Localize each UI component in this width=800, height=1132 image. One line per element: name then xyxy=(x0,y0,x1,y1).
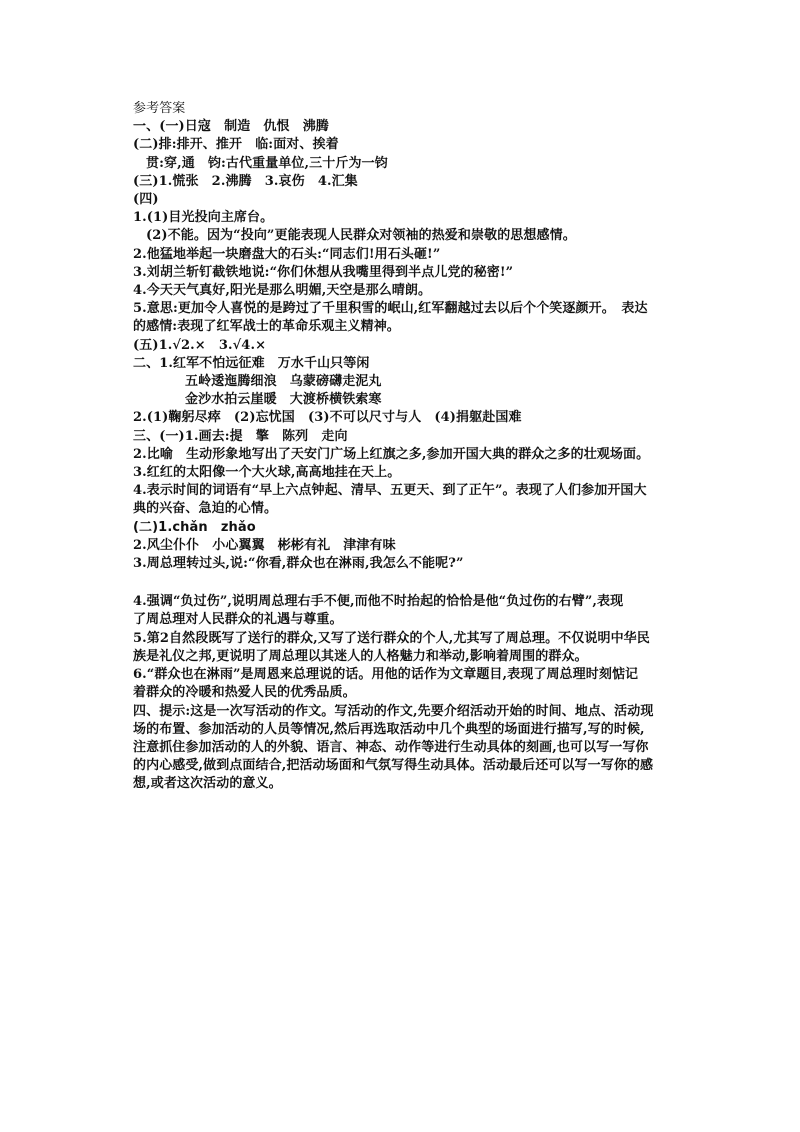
answer-line: 4.今天天气真好,阳光是那么明媚,天空是那么晴朗。 xyxy=(133,283,432,299)
answer-line: 6.“群众也在淋雨”是周恩来总理说的话。用他的话作为文章题目,表现了周总理时刻惦记 xyxy=(133,667,639,683)
answer-line: (二)1.chǎn zhǎo xyxy=(133,519,256,535)
answer-line: 2.他猛地举起一块磨盘大的石头:“同志们!用石头砸!” xyxy=(133,246,441,262)
answer-line: 贯:穿,通 钧:古代重量单位,三十斤为一钧 xyxy=(146,155,388,171)
answer-line: 典的兴奋、急迫的心情。 xyxy=(133,501,278,517)
answer-line: 5.第2自然段既写了送行的群众,又写了送行群众的个人,尤其写了周总理。不仅说明中华民 xyxy=(133,630,650,646)
answer-line: (三)1.慌张 2.沸腾 3.哀伤 4.汇集 xyxy=(133,173,358,189)
answer-line: 2.比喻 生动形象地写出了天安门广场上红旗之多,参加开国大典的群众之多的壮观场面。 xyxy=(133,446,650,462)
answer-line: (2)不能。因为“投向”更能表现人民群众对领袖的热爱和崇敬的思想感情。 xyxy=(146,228,576,244)
answer-line: 二、1.红军不怕远征难 万水千山只等闲 xyxy=(133,355,370,371)
answer-line: (二)排:排开、推开 临:面对、挨着 xyxy=(133,137,339,153)
page-title: 参考答案 xyxy=(133,101,186,116)
answer-key-content xyxy=(133,100,698,794)
answer-line: 场的布置、参加活动的人员等情况,然后再选取活动中几个典型的场面进行描写,写的时候, xyxy=(133,721,645,737)
answer-line: (四) xyxy=(133,192,159,208)
answer-line: 金沙水拍云崖暖 大渡桥横铁索寒 xyxy=(185,392,382,408)
answer-line: 注意抓住参加活动的人的外貌、语言、神态、动作等进行生动具体的刻画,也可以写一写你 xyxy=(133,739,649,755)
answer-line: 族是礼仪之邦,更说明了周总理以其迷人的人格魅力和举动,影响着周围的群众。 xyxy=(133,648,588,664)
answer-line: 3.周总理转过头,说:“你看,群众也在淋雨,我怎么不能呢?” xyxy=(133,556,464,572)
answer-line: 四、提示:这是一次写活动的作文。写活动的作文,先要介绍活动开始的时间、地点、活动现 xyxy=(133,703,654,719)
answer-line: 5.意思:更加令人喜悦的是跨过了千里积雪的岷山,红军翻越过去以后个个笑逐颜开。 表达 xyxy=(133,301,648,317)
answer-line: 一、(一)日寇 制造 仇恨 沸腾 xyxy=(133,119,329,135)
answer-line: 1.(1)目光投向主席台。 xyxy=(133,210,274,226)
section-gap xyxy=(133,573,698,593)
answer-line: 想,或者这次活动的意义。 xyxy=(133,776,282,792)
answer-line: 3.刘胡兰斩钉截铁地说:“你们休想从我嘴里得到半点儿党的秘密!” xyxy=(133,264,514,280)
answer-line: 的感情:表现了红军战士的革命乐观主义精神。 xyxy=(133,319,400,335)
answer-line: 4.表示时间的词语有“早上六点钟起、清早、五更天、到了正午”。表现了人们参加开国大 xyxy=(133,483,647,499)
answer-line: 3.红红的太阳像一个大火球,高高地挂在天上。 xyxy=(133,465,401,481)
answer-line: 2.(1)鞠躬尽瘁 (2)忘忧国 (3)不可以尺寸与人 (4)捐躯赴国难 xyxy=(133,410,522,426)
answer-line: 4.强调“负过伤”,说明周总理右手不便,而他不时抬起的恰恰是他“负过伤的右臂”,表现 xyxy=(133,594,624,610)
answer-line: 着群众的冷暖和热爱人民的优秀品质。 xyxy=(133,685,356,701)
answer-line: 五岭逶迤腾细浪 乌蒙磅礴走泥丸 xyxy=(185,374,382,390)
answer-line: (五)1.√2.× 3.√4.× xyxy=(133,337,267,353)
answer-line: 了周总理对人民群众的礼遇与尊重。 xyxy=(133,612,343,628)
answer-line: 2.风尘仆仆 小心翼翼 彬彬有礼 津津有味 xyxy=(133,537,396,553)
answer-line: 的内心感受,做到点面结合,把活动场面和气氛写得生动具体。活动最后还可以写一写你的感 xyxy=(133,758,654,774)
answer-line: 三、(一)1.画去:提 擎 陈列 走向 xyxy=(133,428,348,444)
